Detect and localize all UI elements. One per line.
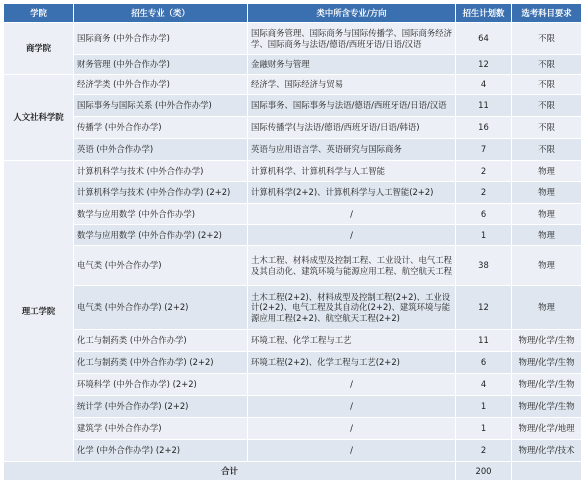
- major-cell: 电气类 (中外合作办学) (2+2): [74, 286, 248, 330]
- table-row: [4, 246, 582, 286]
- total-plan: 200: [456, 462, 512, 481]
- header-college: 学院: [4, 4, 74, 23]
- table-row: [4, 55, 582, 75]
- plan-cell: 7: [456, 139, 512, 161]
- directions-cell: /: [248, 396, 456, 418]
- table-row: [4, 139, 582, 161]
- table-row: [4, 204, 582, 225]
- plan-cell: 12: [456, 286, 512, 330]
- table-row: [4, 75, 582, 95]
- major-cell: 化学 (中外合作办学) (2+2): [74, 440, 248, 462]
- subjects-cell: 物理/化学/生物: [512, 374, 582, 396]
- directions-cell: 金融财务与管理: [248, 55, 456, 75]
- major-cell: 化工与制药类 (中外合作办学) (2+2): [74, 352, 248, 374]
- header-directions: 类中所含专业/方向: [248, 4, 456, 23]
- table-row: [4, 161, 582, 182]
- plan-cell: 64: [456, 23, 512, 55]
- table-row: [4, 286, 582, 330]
- major-cell: 财务管理 (中外合作办学): [74, 55, 248, 75]
- directions-cell: /: [248, 204, 456, 225]
- plan-cell: 4: [456, 75, 512, 95]
- directions-cell: 国际商务管理、国际商务与国际传播学、国际商务经济学、国际商务与法语/德语/西班牙语/日语/汉语: [248, 23, 456, 55]
- plan-cell: 2: [456, 182, 512, 204]
- plan-cell: 1: [456, 225, 512, 246]
- major-cell: 数学与应用数学 (中外合作办学) (2+2): [74, 225, 248, 246]
- subjects-cell: 物理/化学/生物: [512, 330, 582, 352]
- subjects-cell: 物理: [512, 161, 582, 182]
- subjects-cell: 不限: [512, 117, 582, 139]
- subjects-cell: 不限: [512, 139, 582, 161]
- subjects-cell: 物理: [512, 204, 582, 225]
- header-row: [4, 4, 582, 23]
- subjects-cell: 不限: [512, 23, 582, 55]
- table-row: [4, 440, 582, 462]
- subjects-cell: 物理/化学/技术: [512, 440, 582, 462]
- plan-cell: 1: [456, 418, 512, 440]
- total-row: [4, 462, 582, 481]
- directions-cell: 国际传播学(与法语/德语/西班牙语/日语/韩语): [248, 117, 456, 139]
- directions-cell: 土木工程(2+2)、材料成型及控制工程(2+2)、工业设计(2+2)、电气工程及其自动化(2+2)、建筑环境与能源应用工程(2+2)、航空航天工程(2+2): [248, 286, 456, 330]
- enrollment-table: [3, 3, 582, 481]
- directions-cell: 计算机科学(2+2)、计算机科学与人工智能(2+2): [248, 182, 456, 204]
- table-row: [4, 418, 582, 440]
- major-cell: 计算机科学与技术 (中外合作办学) (2+2): [74, 182, 248, 204]
- directions-cell: 环境工程(2+2)、化学工程与工艺(2+2): [248, 352, 456, 374]
- plan-cell: 2: [456, 161, 512, 182]
- table-row: [4, 374, 582, 396]
- total-label: 合计: [4, 462, 456, 481]
- header-major: 招生专业（类）: [74, 4, 248, 23]
- major-cell: 统计学 (中外合作办学) (2+2): [74, 396, 248, 418]
- subjects-cell: 不限: [512, 95, 582, 117]
- subjects-cell: 物理/化学/生物: [512, 396, 582, 418]
- subjects-cell: 物理: [512, 246, 582, 286]
- major-cell: 电气类 (中外合作办学): [74, 246, 248, 286]
- plan-cell: 2: [456, 440, 512, 462]
- directions-cell: /: [248, 225, 456, 246]
- table-row: [4, 330, 582, 352]
- plan-cell: 16: [456, 117, 512, 139]
- plan-cell: 11: [456, 95, 512, 117]
- table-row: [4, 23, 582, 55]
- plan-cell: 38: [456, 246, 512, 286]
- college-humanities: 人文社科学院: [4, 75, 74, 161]
- major-cell: 国际商务 (中外合作办学): [74, 23, 248, 55]
- directions-cell: /: [248, 418, 456, 440]
- plan-cell: 6: [456, 352, 512, 374]
- college-business: 商学院: [4, 23, 74, 75]
- plan-cell: 11: [456, 330, 512, 352]
- directions-cell: /: [248, 374, 456, 396]
- plan-cell: 1: [456, 396, 512, 418]
- subjects-cell: 物理: [512, 286, 582, 330]
- plan-cell: 4: [456, 374, 512, 396]
- plan-cell: 6: [456, 204, 512, 225]
- total-empty: [512, 462, 582, 481]
- directions-cell: 计算机科学、计算机科学与人工智能: [248, 161, 456, 182]
- header-plan: 招生计划数: [456, 4, 512, 23]
- major-cell: 国际事务与国际关系 (中外合作办学): [74, 95, 248, 117]
- subjects-cell: 物理: [512, 182, 582, 204]
- table-row: [4, 352, 582, 374]
- major-cell: 经济学类 (中外合作办学): [74, 75, 248, 95]
- plan-cell: 12: [456, 55, 512, 75]
- header-subjects: 选考科目要求: [512, 4, 582, 23]
- major-cell: 化工与制药类 (中外合作办学): [74, 330, 248, 352]
- table-row: [4, 182, 582, 204]
- major-cell: 环境科学 (中外合作办学) (2+2): [74, 374, 248, 396]
- major-cell: 计算机科学与技术 (中外合作办学): [74, 161, 248, 182]
- major-cell: 英语 (中外合作办学): [74, 139, 248, 161]
- major-cell: 传播学 (中外合作办学): [74, 117, 248, 139]
- subjects-cell: 物理/化学/地理: [512, 418, 582, 440]
- subjects-cell: 不限: [512, 75, 582, 95]
- table-row: [4, 95, 582, 117]
- table-row: [4, 117, 582, 139]
- subjects-cell: 物理: [512, 225, 582, 246]
- directions-cell: 土木工程、材料成型及控制工程、工业设计、电气工程及其自动化、建筑环境与能源应用工程、航空航天工程: [248, 246, 456, 286]
- major-cell: 数学与应用数学 (中外合作办学): [74, 204, 248, 225]
- directions-cell: /: [248, 440, 456, 462]
- directions-cell: 英语与应用语言学、英语研究与国际商务: [248, 139, 456, 161]
- directions-cell: 国际事务、国际事务与法语/德语/西班牙语/日语/汉语: [248, 95, 456, 117]
- college-engineering: 理工学院: [4, 161, 74, 462]
- major-cell: 建筑学 (中外合作办学): [74, 418, 248, 440]
- directions-cell: 经济学、国际经济与贸易: [248, 75, 456, 95]
- subjects-cell: 不限: [512, 55, 582, 75]
- directions-cell: 环境工程、化学工程与工艺: [248, 330, 456, 352]
- table-row: [4, 225, 582, 246]
- subjects-cell: 物理/化学/生物: [512, 352, 582, 374]
- table-row: [4, 396, 582, 418]
